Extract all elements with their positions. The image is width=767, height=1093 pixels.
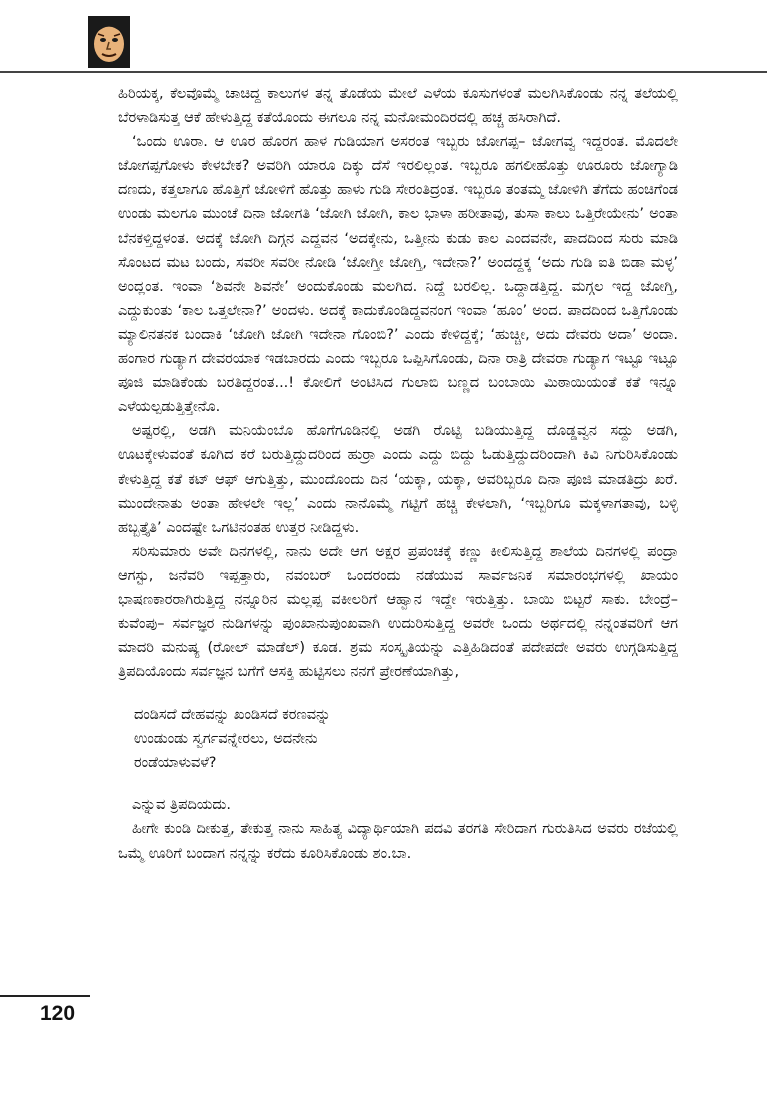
paragraph: ‘ಒಂದು ಊರಾ. ಆ ಊರ ಹೊರಗ ಹಾಳ ಗುಡಿಯಾಗ ಅಸರಂತ ಇಬ್ಬರು ಜೋಗಪ್ಪ– ಜೋಗವ್ವ ಇದ್ದರಂತ. ಮೊದಲೇ ಜೋಗಪ್ಪಗೋಳು ಕೇಳಬೇಕ? ಅವರಿಗಿ ಯಾರೂ ದಿಕ್ಕು ದೆಸೆ ಇರಲಿಲ್ಲಂತ. ಇಬ್ಬರೂ ಹಗಲೀಹೊತ್ತು ಊರೂರು ಜೋಗ್ಯಾಡಿ ದಣದು, ಕತ್ತಲಾಗೂ ಹೊತ್ತಿಗೆ ಜೋಳಿಗೆ ಹೊತ್ತು ಹಾಳು ಗುಡಿ ಸೇರಂತಿದ್ರಂತ. ಇಬ್ಬರೂ ತಂತಮ್ಮ ಜೋಳಿಗಿ ತೆಗೆದು ಹಂಚಿಗೆಂಡ ಉಂಡು ಮಲಗೂ ಮುಂಚೆ ದಿನಾ ಜೋಗತಿ ‘ಜೋಗಿ ಜೋಗಿ, ಕಾಲ ಭಾಳಾ ಹರೀತಾವು, ತುಸಾ ಕಾಲು ಒತ್ತಿರೇಯೇನು’ ಅಂತಾ ಬೆನಕಳ್ತಿದ್ದಳಂತ. ಅದಕ್ಕೆ ಜೋಗಿ ದಿಗ್ಗನ ಎದ್ದವನ ‘ಅದಕ್ಕೇನು, ಒತ್ತೀನು ಕುಡು ಕಾಲ ಎಂದವನೇ, ಪಾದದಿಂದ ಸುರು ಮಾಡಿ ಸೊಂಟದ ಮಟ ಬಂದು, ಸವರೀ ಸವರೀ ನೋಡಿ ‘ಜೋಗ್ತೀ ಜೋಗ್ತಿ, ಇದೇನಾ?’ ಅಂದದ್ದಕ್ಕ ‘ಅದು ಗುಡಿ ಐತಿ ಬಿಡಾ ಮಳ್ಳ’ ಅಂದ್ಲಂತ. ಇಂವಾ ‘ಶಿವನೇ ಶಿವನೇ’ ಅಂದುಕೊಂಡು ಮಲಗಿದ. ನಿದ್ದೆ ಬರಲಿಲ್ಲ. ಒದ್ದಾಡತ್ತಿದ್ದ. ಮಗ್ಗಲ ಇದ್ದ ಜೋಗ್ತಿ, ಎದ್ದುಕುಂತು ‘ಕಾಲ ಒತ್ತಲೇನಾ?’ ಅಂದಳು. ಅದಕ್ಕೆ ಕಾದುಕೊಂಡಿದ್ದವನಂಗ ಇಂವಾ ‘ಹೂಂ’ ಅಂದ. ಪಾದದಿಂದ ಒತ್ತಿಗೊಂಡು ಮ್ಯಾಲಿನತನಕ ಬಂದಾಕಿ ‘ಜೋಗಿ ಜೋಗಿ ಇದೇನಾ ಗೊಂಬಿ?’ ಎಂದು ಕೇಳಿದ್ದಕ್ಕೆ; ‘ಹುಚ್ಚೀ, ಅದು ದೇವರು ಅದಾ’ ಅಂದಾ. ಹಂಗಾರ ಗುಡ್ಯಾಗ ದೇವರಯಾಕ ಇಡಬಾರದು ಎಂದು ಇಬ್ಬರೂ ಒಪ್ಪಿಸಿಗೊಂಡು, ದಿನಾ ರಾತ್ರಿ ದೇವರಾ ಗುಡ್ಯಾಗ ಇಟ್ಟೂ ಇಟ್ಟೂ ಪೂಜಿ ಮಾಡಿಕೆಂಡು ಬರತಿದ್ದರಂತ...! ಕೋಲಿಗೆ ಅಂಟಿಸಿದ ಗುಲಾಬಿ ಬಣ್ಣದ ಬಂಬಾಯಿ ಮಿಠಾಯಿಯಂತೆ ಕತೆ ಇನ್ನೂ ಎಳೆಯಲ್ಪಡುತ್ತಿತ್ತೇನೊ. [118, 134, 678, 416]
footer-rule [0, 995, 90, 997]
paragraph: ಹೀಗೇ ಕುಂಡಿ ದೀಕುತ್ತ, ತೇಕುತ್ತ ನಾನು ಸಾಹಿತ್ಯ ವಿದ್ಯಾರ್ಥಿಯಾಗಿ ಪದವಿ ತರಗತಿ ಸೇರಿದಾಗ ಗುರುತಿಸಿದ ಅವರು ರಜೆಯಲ್ಲಿ ಒಮ್ಮೆ ಊರಿಗೆ ಬಂದಾಗ ನನ್ನನ್ನು ಕರೆದು ಕೂರಿಸಿಕೊಂಡು ಶಂ.ಬಾ. [118, 821, 678, 862]
verse-line: ದಂಡಿಸದೆ ದೇಹವನ್ನು ಖಂಡಿಸದೆ ಕರಣವನ್ನು [134, 707, 331, 724]
verse-line: ರಂಡೆಯಾಳುವಳೆ? [134, 755, 217, 772]
header-rule [0, 71, 767, 73]
page-number: 120 [40, 1002, 76, 1025]
paragraph: ಸರಿಸುಮಾರು ಅವೇ ದಿನಗಳಲ್ಲಿ, ನಾನು ಅದೇ ಆಗ ಅಕ್ಷರ ಪ್ರಪಂಚಕ್ಕೆ ಕಣ್ಣು ಕೀಲಿಸುತ್ತಿದ್ದ ಶಾಲೆಯ ದಿನಗಳಲ್ಲಿ ಪಂದ್ರಾ ಆಗಸ್ಟು, ಜನೆವರಿ ಇಪ್ಪತ್ತಾರು, ನವಂಬರ್ ಒಂದರಂದು ನಡೆಯುವ ಸಾರ್ವಜನಿಕ ಸಮಾರಂಭಗಳಲ್ಲಿ ಖಾಯಂ ಭಾಷಣಕಾರರಾಗಿರುತ್ತಿದ್ದ ನನ್ನೂರಿನ ಮಲ್ಲಪ್ಪ ವಕೀಲರಿಗೆ ಆಹ್ವಾನ ಇದ್ದೇ ಇರುತ್ತಿತ್ತು. ಬಾಯಿ ಬಿಟ್ಟರೆ ಸಾಕು. ಬೇಂದ್ರೆ– ಕುವೆಂಪು– ಸರ್ವಜ್ಞರ ನುಡಿಗಳನ್ನು ಪುಂಖಾನುಪುಂಖವಾಗಿ ಉದುರಿಸುತ್ತಿದ್ದ ಅವರೇ ಒಂದು ಅರ್ಥದಲ್ಲಿ ನನ್ನಂತವರಿಗೆ ಆಗ ಮಾದರಿ ಮನುಷ್ಯ (ರೋಲ್ ಮಾಡೆಲ್) ಕೂಡ. ಶ್ರಮ ಸಂಸ್ಕೃತಿಯನ್ನು ಎತ್ತಿಹಿಡಿದಂತೆ ಪದೇಪದೇ ಅವರು ಉಗ್ಗಡಿಸುತ್ತಿದ್ದ ತ್ರಿಪದಿಯೊಂದು ಸರ್ವಜ್ಞನ ಬಗೆಗೆ ಆಸಕ್ತಿ ಹುಟ್ಟಿಸಲು ನನಗೆ ಪ್ರೇರಣೆಯಾಗಿತ್ತು, [118, 543, 678, 681]
verse-line: ಉಂಡುಂಡು ಸ್ವರ್ಗವನ್ನೇರಲು, ಅದನೇನು [134, 731, 318, 748]
verse-caption: ಎನ್ನುವ ತ್ರಿಪದಿಯದು. [132, 797, 231, 814]
verse-block [134, 703, 678, 775]
page-body [118, 82, 678, 866]
paragraph: ಹಿರಿಯಕ್ಕ, ಕೆಲವೊಮ್ಮೆ ಚಾಚಿದ್ದ ಕಾಲುಗಳ ತನ್ನ ತೊಡೆಯ ಮೇಲೆ ಎಳೆಯ ಕೂಸುಗಳಂತೆ ಮಲಗಿಸಿಕೊಂಡು ನನ್ನ ತಲೆಯಲ್ಲಿ ಬೆರಳಾಡಿಸುತ್ತ ಆಕೆ ಹೇಳುತ್ತಿದ್ದ ಕತೆಯೊಂದು ಈಗಲೂ ನನ್ನ ಮನೋಮಂದಿರದಲ್ಲಿ ಹಚ್ಚ ಹಸಿರಾಗಿದೆ. [118, 86, 678, 127]
face-sketch-icon [88, 16, 130, 68]
paragraph: ಅಷ್ಟರಲ್ಲಿ, ಅಡಗಿ ಮನಿಯೆಂಬೊ ಹೊಗೆಗೂಡಿನಲ್ಲಿ ಅಡಗಿ ರೊಟ್ಟಿ ಬಡಿಯುತ್ತಿದ್ದ ದೊಡ್ಡವ್ವನ ಸದ್ದು ಅಡಗಿ, ಊಟಕ್ಕೇಳುವಂತೆ ಕೂಗಿದ ಕರೆ ಬರುತ್ತಿದ್ದುದರಿಂದ ಹುರ್ರಾ ಎಂದು ಎದ್ದು ಬಿದ್ದು ಓಡುತ್ತಿದ್ದುದರಿಂದಾಗಿ ಕಿವಿ ನಿಗುರಿಸಿಕೊಂಡು ಕೇಳುತ್ತಿದ್ದ ಕತೆ ಕಟ್ ಆಫ್ ಆಗುತ್ತಿತ್ತು, ಮುಂದೊಂದು ದಿನ ‘ಯಕ್ಕಾ, ಯಕ್ಕಾ, ಅವರಿಬ್ಬರೂ ದಿನಾ ಪೂಜಿ ಮಾಡತಿದ್ರು ಖರೆ. ಮುಂದೇನಾತು ಅಂತಾ ಹೇಳಲೇ ಇಲ್ಲ’ ಎಂದು ನಾನೊಮ್ಮೆ ಗಟ್ಟಿಗೆ ಹಚ್ಚಿ ಕೇಳಲಾಗಿ, ‘ಇಬ್ಬರಿಗೂ ಮಕ್ಕಳಾಗತಾವು, ಬಳ್ಳಿ ಹಬ್ಬತ್ತೈತಿ’ ಎಂದಷ್ಟೇ ಒಗಟಿನಂತಹ ಉತ್ತರ ನೀಡಿದ್ದಳು. [118, 423, 678, 536]
